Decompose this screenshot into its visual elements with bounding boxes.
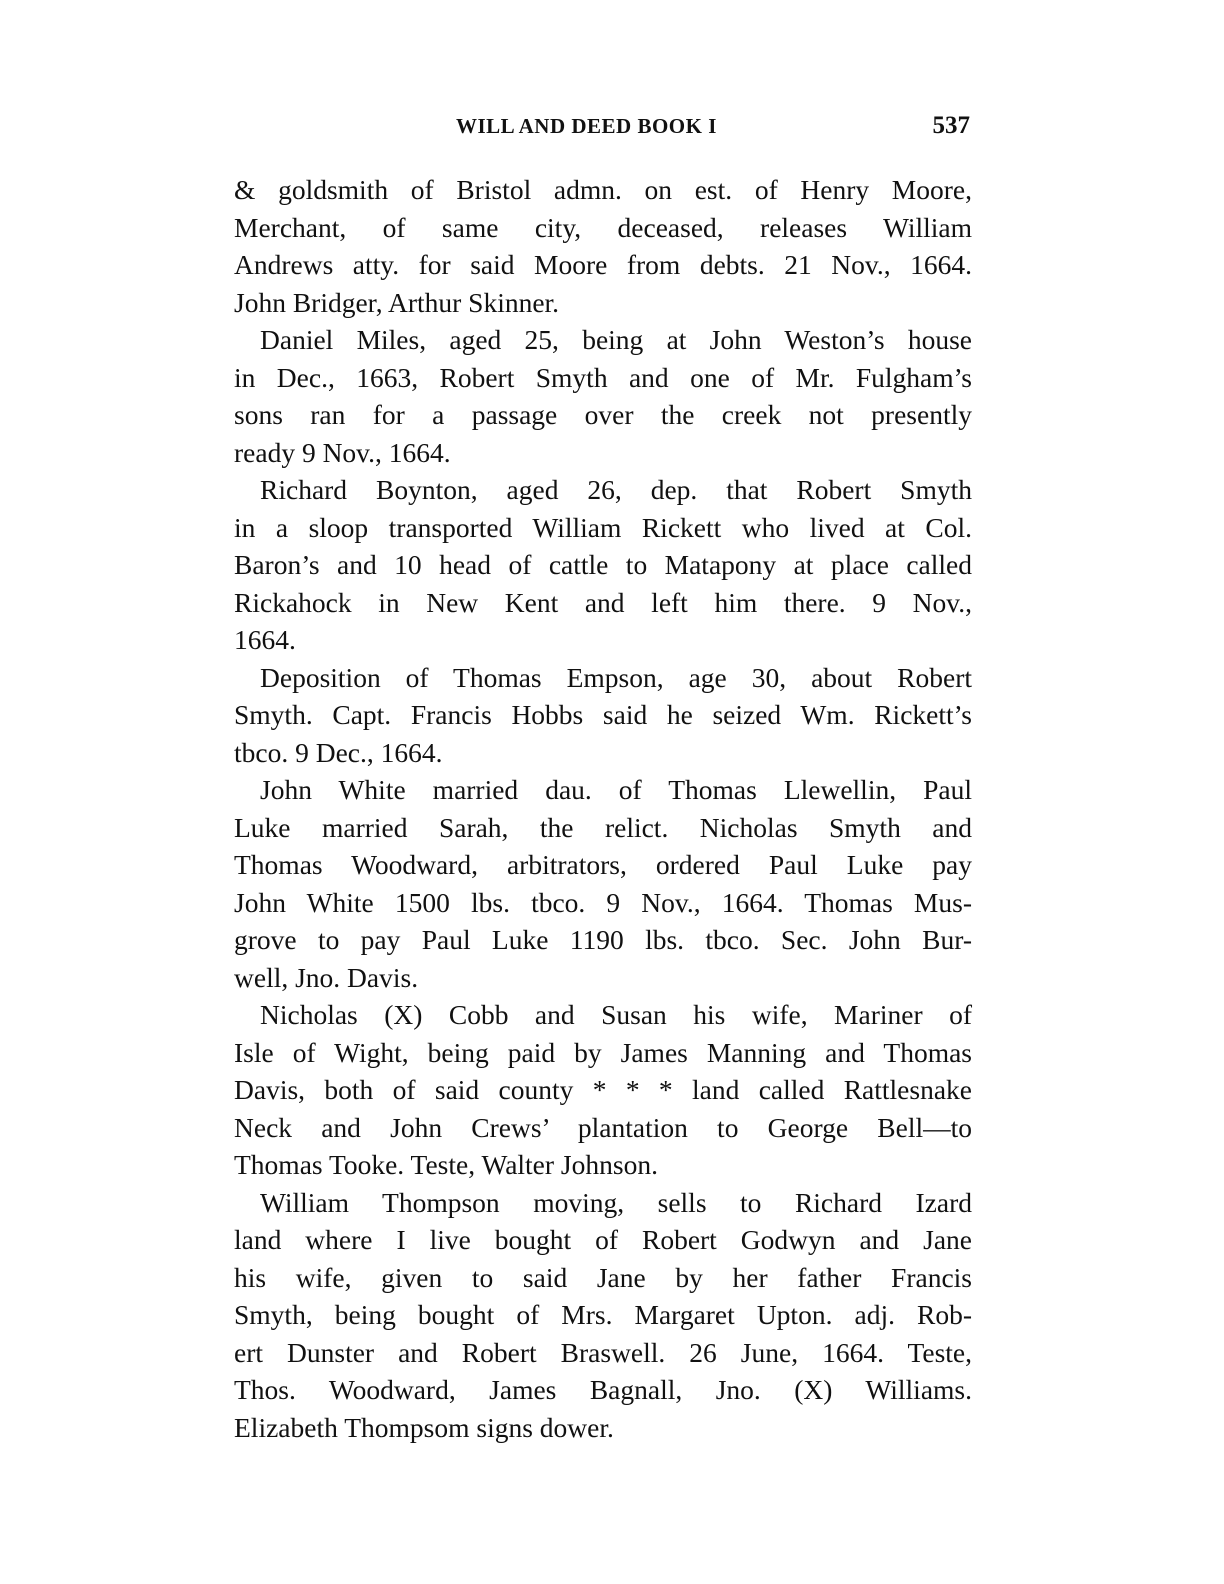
text-line: 1664. bbox=[234, 624, 296, 655]
text-line: Thomas Tooke. Teste, Walter Johnson. bbox=[234, 1149, 658, 1180]
text-line: sons ran for a passage over the creek not presently bbox=[234, 399, 972, 430]
paragraph-richard-boynton bbox=[234, 471, 972, 659]
text-line: Baron’s and 10 head of cattle to Matapony at place called bbox=[234, 549, 972, 580]
paragraph-john-white bbox=[234, 771, 972, 996]
text-line: his wife, given to said Jane by her father Francis bbox=[234, 1261, 972, 1293]
paragraph-william-thompson bbox=[234, 1184, 972, 1447]
text-line: Nicholas (X) Cobb and Susan his wife, Mariner of bbox=[260, 999, 972, 1030]
running-title: WILL AND DEED BOOK I bbox=[456, 114, 717, 138]
text-line: John Bridger, Arthur Skinner. bbox=[234, 286, 560, 318]
text-line: Davis, both of said county * * * land called Rattlesnake bbox=[234, 1074, 972, 1105]
text-line: John White married dau. of Thomas Llewellin, Paul bbox=[260, 774, 972, 805]
text-line: William Thompson moving, sells to Richard Izard bbox=[260, 1186, 972, 1218]
paragraph-continuation bbox=[234, 171, 972, 321]
page-number: 537 bbox=[932, 112, 970, 139]
text-line: Merchant, of same city, deceased, releases William bbox=[234, 211, 972, 243]
text-line: Luke married Sarah, the relict. Nicholas Smyth and bbox=[234, 811, 972, 843]
text-line: John White 1500 lbs. tbco. 9 Nov., 1664. Thomas Mus- bbox=[234, 886, 972, 918]
text-line: Elizabeth Thompsom signs dower. bbox=[234, 1411, 614, 1443]
text-line: in Dec., 1663, Robert Smyth and one of Mr. Fulgham’s bbox=[234, 361, 972, 393]
text-line: ready 9 Nov., 1664. bbox=[234, 436, 451, 468]
text-line: Deposition of Thomas Empson, age 30, about Robert bbox=[260, 661, 972, 693]
text-line: Daniel Miles, aged 25, being at John Weston’s house bbox=[260, 324, 972, 355]
text-line: in a sloop transported William Rickett who lived at Col. bbox=[234, 511, 972, 543]
paragraph-nicholas-cobb bbox=[234, 996, 972, 1184]
text-line: Thomas Woodward, arbitrators, ordered Paul Luke pay bbox=[234, 849, 972, 880]
text-line: & goldsmith of Bristol admn. on est. of Henry Moore, bbox=[234, 174, 972, 205]
text-line: grove to pay Paul Luke 1190 lbs. tbco. Sec. John Bur- bbox=[234, 924, 972, 955]
paragraph-daniel-miles bbox=[234, 321, 972, 471]
text-line: Richard Boynton, aged 26, dep. that Robert Smyth bbox=[260, 474, 972, 505]
paragraph-thomas-empson bbox=[234, 659, 972, 772]
text-line: land where I live bought of Robert Godwyn and Jane bbox=[234, 1224, 972, 1255]
text-line: ert Dunster and Robert Braswell. 26 June, 1664. Teste, bbox=[234, 1336, 972, 1368]
text-line: tbco. 9 Dec., 1664. bbox=[234, 736, 443, 768]
text-line: Neck and John Crews’ plantation to George Bell—to bbox=[234, 1111, 972, 1143]
body-text bbox=[234, 171, 972, 1446]
text-line: Smyth. Capt. Francis Hobbs said he seized Wm. Rickett’s bbox=[234, 699, 972, 730]
text-line: Thos. Woodward, James Bagnall, Jno. (X) Williams. bbox=[234, 1374, 972, 1405]
running-head bbox=[234, 110, 970, 146]
text-line: Isle of Wight, being paid by James Manning and Thomas bbox=[234, 1036, 972, 1068]
text-line: Smyth, being bought of Mrs. Margaret Upton. adj. Rob- bbox=[234, 1299, 972, 1330]
text-line: well, Jno. Davis. bbox=[234, 961, 419, 993]
text-line: Rickahock in New Kent and left him there. 9 Nov., bbox=[234, 586, 972, 618]
text-line: Andrews atty. for said Moore from debts. 21 Nov., 1664. bbox=[234, 249, 972, 280]
